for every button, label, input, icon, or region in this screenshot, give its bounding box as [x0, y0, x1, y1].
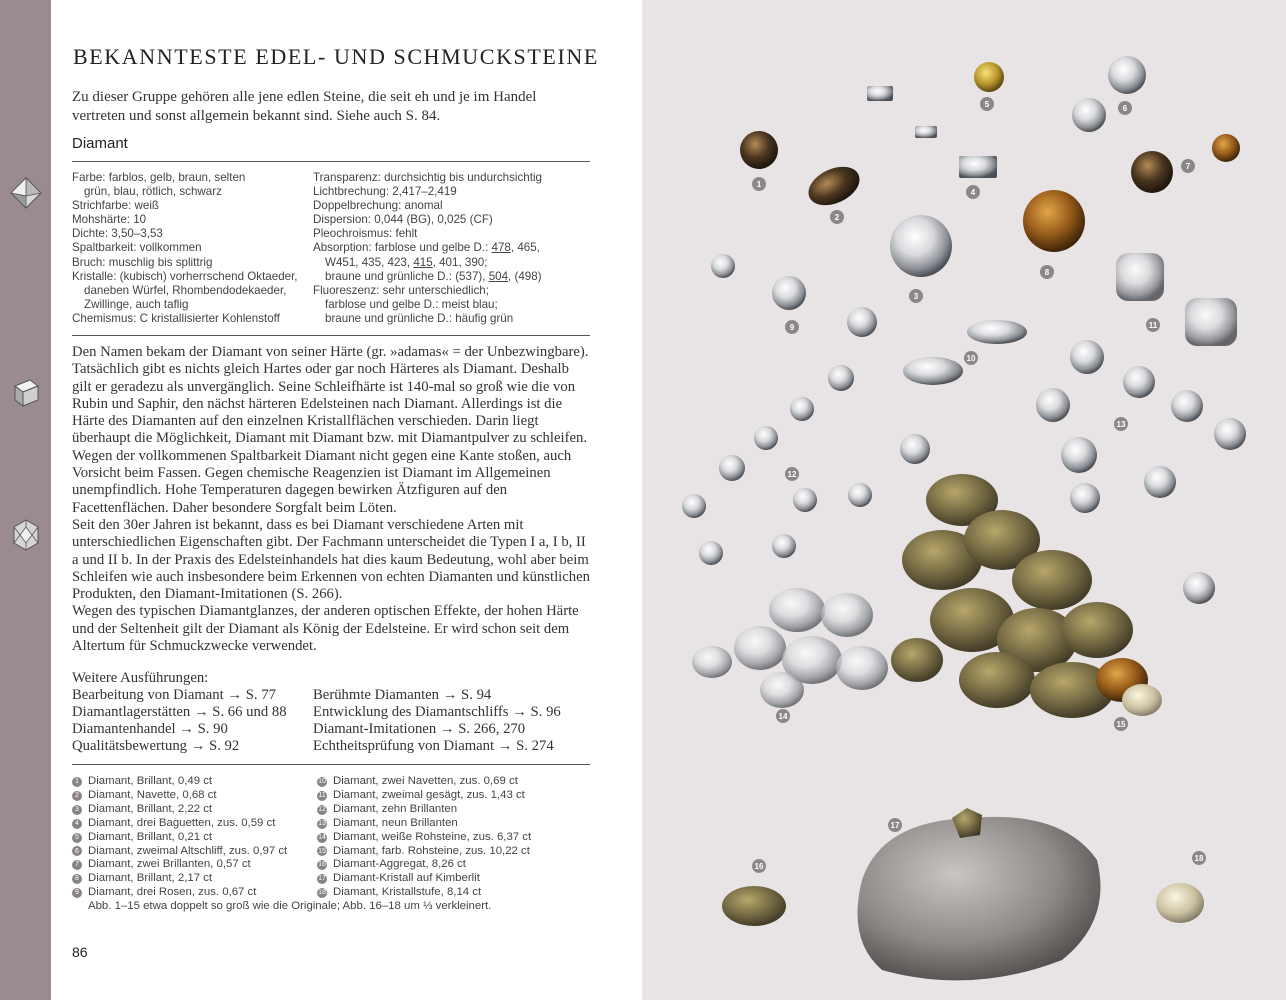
- figure-badge: 11: [1146, 318, 1160, 332]
- property-line: grün, blau, rötlich, schwarz: [84, 185, 222, 199]
- caption-item: [317, 886, 531, 900]
- caption-number: 5: [72, 833, 82, 843]
- caption-number: 4: [72, 819, 82, 829]
- section-title: Diamant: [72, 135, 128, 152]
- absorption-line-underlined: 504: [488, 269, 509, 283]
- caption-number: 10: [318, 778, 326, 785]
- caption-text: Diamant, zweimal Altschliff, zus. 0,97 ct: [88, 844, 288, 857]
- brilliant-stone: [1171, 390, 1203, 422]
- brilliant-stone: [1183, 572, 1215, 604]
- brilliant-stone: [848, 483, 872, 507]
- caption-item: [72, 845, 287, 859]
- brilliant-stone: [1036, 388, 1070, 422]
- rough-diamond: [891, 638, 943, 682]
- caption-item: [72, 789, 287, 803]
- diamond-stone: [890, 215, 952, 277]
- reference-link: Echtheitsprüfung von Diamant → S. 274: [313, 738, 554, 754]
- caption-item: [72, 872, 287, 886]
- caption-number: 8: [72, 874, 82, 884]
- brilliant-stone: [793, 488, 817, 512]
- brilliant-group: [682, 365, 930, 565]
- property-line: Doppelbrechung: anomal: [313, 199, 443, 213]
- absorption-text: , 465,: [510, 241, 540, 255]
- property-line: Strichfarbe: weiß: [72, 199, 159, 213]
- figure-badge: 3: [909, 289, 923, 303]
- caption-item: [317, 789, 531, 803]
- caption-item: [317, 845, 531, 859]
- absorption-line-underlined: 478: [491, 241, 511, 255]
- kimberlite-rock: [858, 817, 1101, 981]
- brilliant-stone: [900, 434, 930, 464]
- diamond-stone: [772, 276, 806, 310]
- rough-diamond: [959, 652, 1035, 708]
- diamond-stone: [1072, 98, 1106, 132]
- property-line: Zwillinge, auch taflig: [84, 297, 189, 311]
- absorption-text: , 401, 390;: [432, 255, 488, 269]
- property-line: Farbe: farblos, gelb, braun, selten: [72, 171, 246, 184]
- page-edge-strip: [0, 0, 51, 1000]
- white-rough-diamonds: [692, 588, 888, 708]
- brilliant-stone: [790, 397, 814, 421]
- diamond-stone: [740, 131, 778, 169]
- diamond-photo: [642, 0, 1286, 1000]
- reference-link: Diamantenhandel → S. 90: [72, 721, 228, 737]
- references-left: [72, 687, 287, 755]
- body-paragraph: Wegen des typischen Diamantglanzes, der anderen optischen Effekte, der hohen Härte und der Seltenheit gilt der Diamant als König der Edelsteine. Er wird schon seit dem Altertum für Schmuckzwecke verwendet.: [72, 603, 579, 655]
- caption-number: 16: [318, 861, 326, 869]
- brilliant-stone: [1214, 418, 1246, 450]
- captions-right: [317, 775, 531, 900]
- caption-text: Diamant, zwei Navetten, zus. 0,69 ct: [333, 775, 518, 787]
- figure-badge: 14: [776, 709, 790, 723]
- brilliant-stone: [1070, 340, 1104, 374]
- gemstone-photo-page: [642, 0, 1286, 1000]
- caption-item: [72, 803, 287, 817]
- caption-number: 12: [318, 805, 326, 813]
- property-line: [313, 270, 542, 284]
- caption-item: [72, 831, 287, 845]
- property-line: Fluoreszenz: sehr unterschiedlich;: [313, 283, 489, 297]
- colored-rough-diamonds: [891, 474, 1162, 718]
- rough-diamond: [1012, 550, 1092, 610]
- properties-right: [313, 171, 542, 326]
- reference-link: Entwicklung des Diamantschliffs → S. 96: [313, 704, 561, 720]
- caption-number: 7: [72, 860, 82, 870]
- reference-link: Bearbeitung von Diamant → S. 77: [72, 687, 276, 703]
- property-line: [313, 241, 542, 255]
- diamond-stone: [1116, 253, 1164, 301]
- diamond-stone: [711, 254, 735, 278]
- diamond-stone: [974, 62, 1004, 92]
- caption-text: Diamant-Aggregat, 8,26 ct: [333, 858, 466, 871]
- figure-badge: 10: [964, 351, 978, 365]
- page-title: BEKANNTESTE EDEL- UND SCHMUCKSTEINE: [73, 44, 599, 69]
- brilliant-stone: [1144, 466, 1176, 498]
- figure-badge: 13: [1114, 417, 1128, 431]
- absorption-text: , (498): [508, 269, 542, 283]
- caption-text: Diamant, Brillant, 2,22 ct: [88, 802, 213, 815]
- reference-link: Diamant-Imitationen → S. 266, 270: [313, 721, 526, 737]
- diamond-stone: [915, 126, 937, 138]
- caption-number: 2: [72, 791, 82, 801]
- property-line: Kristalle: (kubisch) vorherrschend Oktaeder,: [72, 269, 298, 283]
- diamond-stone: [1185, 298, 1237, 346]
- absorption-text: braune und grünliche D.: (537),: [325, 269, 489, 283]
- diamond-stone: [1023, 190, 1085, 252]
- caption-item: [317, 817, 531, 831]
- property-line: Spaltbarkeit: vollkommen: [72, 241, 202, 255]
- brilliant-stone: [719, 455, 745, 481]
- caption-text: Diamant, Brillant, 0,21 ct: [88, 830, 213, 843]
- body-paragraph: Wegen der vollkommenen Spaltbarkeit Diamant nicht gegen eine Kante stoßen, auch Vorsicht beim Fassen. Gegen chemische Reagenzien ist Diamant im Allgemeinen unempfindlich. Hohe Temperaturen dagegen bewirken Ätzfiguren auf den Facettenflächen. Daher besondere Sorgfalt beim Löten.: [72, 447, 572, 516]
- caption-number: 18: [318, 889, 326, 897]
- caption-text: Diamant, weiße Rohsteine, zus. 6,37 ct: [333, 830, 532, 843]
- absorption-text: Absorption: farblose und gelbe D.:: [313, 241, 492, 255]
- diamond-aggregate: [722, 886, 786, 926]
- rough-diamond: [821, 593, 873, 637]
- caption-text: Diamant, Brillant, 0,49 ct: [88, 775, 213, 787]
- body-paragraph: Den Namen bekam der Diamant von seiner Härte (gr. »adamas« = der Unbezwingbare). Tatsächlich gibt es nichts gleich Hartes oder gar noch Härteres als Diamant. Deshalb gilt er geradezu als unvergänglich. Seine Schleifhärte ist 140-mal so groß wie die von Rubin und Saphir, den nächst härteren Edelsteinen nach Diamant. Allerdings ist die Härte des Diamanten auf den einzelnen Kristallflächen verschieden. Darin liegt überhaupt die Möglichkeit, Diamant mit Diamant bzw. mit Diamantpulver zu schleifen.: [72, 344, 589, 447]
- divider: [72, 335, 590, 336]
- figure-badge: 5: [980, 97, 994, 111]
- caption-text: Diamant, farb. Rohsteine, zus. 10,22 ct: [333, 844, 530, 857]
- property-line: Dichte: 3,50–3,53: [72, 227, 163, 241]
- rough-diamond: [692, 646, 732, 678]
- reference-link: Qualitätsbewertung → S. 92: [72, 738, 240, 754]
- caption-item: [72, 817, 287, 831]
- caption-item: [72, 858, 287, 872]
- page-number: 86: [72, 944, 88, 960]
- caption-item: [317, 858, 531, 872]
- brilliant-stone: [699, 541, 723, 565]
- caption-item: [72, 886, 287, 900]
- brilliant-stone: [682, 494, 706, 518]
- figure-badge: 4: [966, 185, 980, 199]
- caption-number: 6: [72, 846, 82, 856]
- absorption-line-underlined: 415: [413, 255, 433, 269]
- caption-text: Diamant, drei Rosen, zus. 0,67 ct: [88, 886, 257, 899]
- octahedron-crystal-icon: [9, 176, 43, 210]
- rough-diamond: [734, 626, 786, 670]
- brilliant-stone: [754, 426, 778, 450]
- property-line: Lichtbrechung: 2,417–2,419: [313, 185, 457, 199]
- captions-left: [72, 775, 287, 900]
- caption-number: 3: [72, 805, 82, 815]
- diamond-stone: [967, 320, 1027, 344]
- diamond-stone: [1212, 134, 1240, 162]
- caption-text: Diamant, Navette, 0,68 ct: [88, 788, 217, 801]
- caption-item: [317, 872, 531, 886]
- figure-badge: 15: [1114, 717, 1128, 731]
- property-line: farblose und gelbe D.: meist blau;: [325, 297, 498, 311]
- property-line: Chemismus: C kristallisierter Kohlenstoff: [72, 311, 280, 325]
- caption-footnote: Abb. 1–15 etwa doppelt so groß wie die Originale; Abb. 16–18 um ⅓ verkleinert.: [88, 900, 492, 912]
- absorption-text: W451, 435, 423,: [325, 255, 414, 269]
- body-text: [72, 344, 592, 655]
- text-page: [51, 0, 642, 1000]
- diamond-stone: [867, 86, 893, 101]
- brilliant-stone: [1061, 437, 1097, 473]
- figure-badge: 6: [1118, 101, 1132, 115]
- reference-link: Diamantlagerstätten → S. 66 und 88: [72, 704, 287, 720]
- brilliant-stone: [1070, 483, 1100, 513]
- caption-text: Diamant, zehn Brillanten: [333, 802, 458, 815]
- further-references: [72, 670, 602, 754]
- caption-text: Diamant, Kristallstufe, 8,14 ct: [333, 886, 482, 899]
- caption-number: 11: [318, 791, 326, 799]
- property-line: Dispersion: 0,044 (BG), 0,025 (CF): [313, 213, 493, 227]
- figure-badge: 7: [1181, 159, 1195, 173]
- figure-badge: 17: [888, 818, 902, 832]
- divider: [72, 161, 590, 162]
- property-line: Pleochroismus: fehlt: [313, 227, 418, 241]
- figure-badge: 16: [752, 859, 766, 873]
- caption-text: Diamant, neun Brillanten: [333, 816, 458, 829]
- caption-item: [72, 775, 287, 789]
- rough-diamond: [760, 672, 804, 708]
- caption-number: 9: [72, 888, 82, 898]
- caption-text: Diamant, Brillant, 2,17 ct: [88, 872, 213, 885]
- figure-badge: 1: [752, 177, 766, 191]
- caption-number: 14: [318, 833, 326, 841]
- figure-badge: 2: [830, 210, 844, 224]
- figure-badge: 9: [785, 320, 799, 334]
- brilliant-stone: [828, 365, 854, 391]
- divider: [72, 764, 590, 765]
- property-line: [313, 256, 542, 270]
- caption-item: [317, 831, 531, 845]
- caption-text: Diamant, drei Baguetten, zus. 0,59 ct: [88, 816, 276, 829]
- diamond-stone: [1131, 151, 1173, 193]
- rough-diamond: [1122, 684, 1162, 716]
- properties-left: [72, 171, 298, 326]
- caption-text: Diamant, zweimal gesägt, zus. 1,43 ct: [333, 788, 525, 801]
- caption-number: 13: [318, 819, 326, 827]
- caption-number: 15: [318, 847, 326, 855]
- property-line: Mohshärte: 10: [72, 213, 147, 227]
- crystal-cluster: [1156, 883, 1204, 923]
- rough-diamond: [1061, 602, 1133, 658]
- cube-crystal-icon: [9, 375, 43, 409]
- brilliant-stone: [772, 534, 796, 558]
- caption-text: Diamant, zwei Brillanten, 0,57 ct: [88, 858, 251, 871]
- intro-paragraph: Zu dieser Gruppe gehören alle jene edlen Steine, die seit eh und je im Handel vertreten und sonst allgemein bekannt sind. Siehe auch S. 84.: [72, 89, 537, 124]
- caption-item: [317, 775, 531, 789]
- property-line: Transparenz: durchsichtig bis undurchsichtig: [313, 171, 542, 184]
- diamond-stone: [802, 159, 865, 213]
- reference-link: Berühmte Diamanten → S. 94: [313, 687, 492, 703]
- rough-diamond: [769, 588, 825, 632]
- references-right: [313, 687, 561, 755]
- property-line: Bruch: muschlig bis splittrig: [72, 255, 213, 269]
- property-line: braune und grünliche D.: häufig grün: [325, 311, 514, 325]
- diamond-stone: [847, 307, 877, 337]
- body-paragraph: Seit den 30er Jahren ist bekannt, dass es bei Diamant verschiedene Arten mit unterschiedlichen Eigenschaften gibt. Der Fachmann unterscheidet die Typen I a, I b, II a und II b. In der Praxis des Edelsteinhandels hat dies kaum Bedeutung, wohl aber beim Schleifen wie auch insbesondere beim Erkennen von echten Diamanten und künstlichen Produkten, den Diamant-Imitationen (S. 266).: [72, 516, 590, 603]
- further-heading: Weitere Ausführungen:: [72, 670, 209, 686]
- diamond-stone: [903, 357, 963, 385]
- caption-number: 1: [72, 777, 82, 787]
- diamond-stone: [959, 156, 997, 178]
- brilliant-stone: [1123, 366, 1155, 398]
- property-line: daneben Würfel, Rhombendodekaeder,: [84, 283, 287, 297]
- dodecahedron-crystal-icon: [9, 518, 43, 552]
- figure-badge: 12: [785, 467, 799, 481]
- diamond-stone: [1108, 56, 1146, 94]
- figure-badge: 18: [1192, 851, 1206, 865]
- caption-text: Diamant-Kristall auf Kimberlit: [333, 872, 480, 885]
- figure-badge: 8: [1040, 265, 1054, 279]
- rough-diamond: [836, 646, 888, 690]
- caption-item: [317, 803, 531, 817]
- caption-number: 17: [318, 875, 326, 883]
